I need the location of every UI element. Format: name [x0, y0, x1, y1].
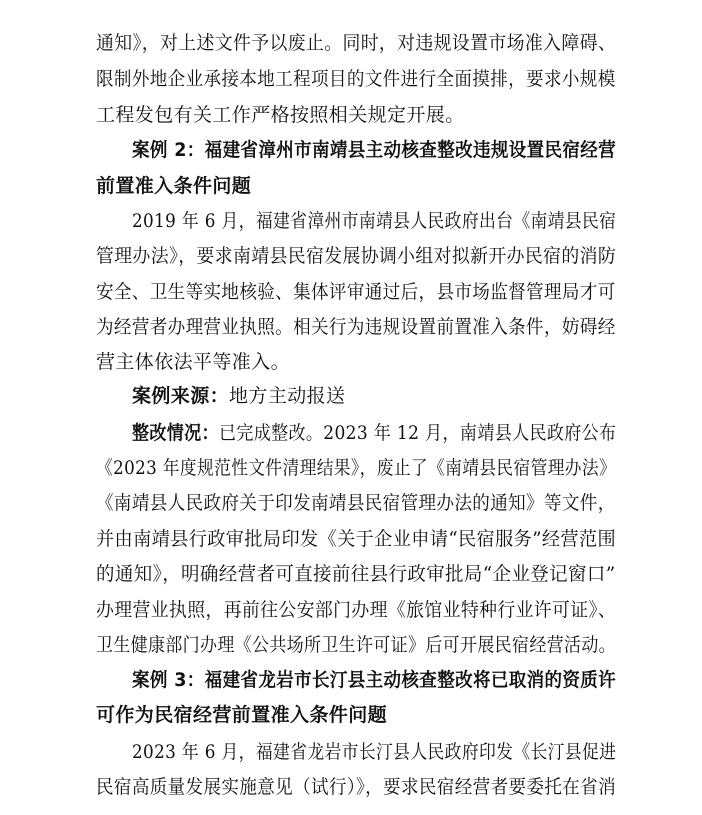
- paragraph-line: 卫生健康部门办理《公共场所卫生许可证》后可开展民宿经营活动。: [96, 634, 617, 656]
- paragraph-line: 2019 年 6 月，福建省漳州市南靖县人民政府出台《南靖县民宿: [132, 210, 617, 232]
- paragraph-line: 2023 年 6 月，福建省龙岩市长汀县人民政府印发《长汀县促进: [132, 741, 617, 763]
- paragraph-line: 《2023 年度规范性文件清理结果》，废止了《南靖县民宿管理办法》: [96, 457, 617, 479]
- case-3-heading: 案例 3：福建省龙岩市长汀县主动核查整改将已取消的资质许: [132, 669, 617, 691]
- paragraph-line: 办理营业执照，再前往公安部门办理《旅馆业特种行业许可证》、: [96, 599, 617, 621]
- rectification-status: 整改情况：已完成整改。2023 年 12 月，南靖县人民政府公布: [132, 422, 617, 444]
- paragraph-line: 为经营者办理营业执照。相关行为违规设置前置准入条件，妨碍经: [96, 316, 616, 338]
- paragraph-line: 《南靖县人民政府关于印发南靖县民宿管理办法的通知》等文件，: [96, 492, 616, 514]
- paragraph-line: 管理办法》，要求南靖县民宿发展协调小组对拟新开办民宿的消防: [96, 245, 617, 267]
- paragraph-line: 工程发包有关工作严格按照相关规定开展。: [96, 104, 465, 126]
- paragraph-line: 的通知》，明确经营者可直接前往县行政审批局“企业登记窗口”: [96, 563, 616, 585]
- paragraph-line: 安全、卫生等实地核验、集体评审通过后，县市场监督管理局才可: [96, 281, 616, 303]
- paragraph-line: 限制外地企业承接本地工程项目的文件进行全面摸排，要求小规模: [96, 68, 616, 90]
- paragraph-line: 营主体依法平等准入。: [96, 351, 291, 373]
- case-source: 案例来源：地方主动报送: [132, 385, 346, 407]
- case-3-heading-continued: 可作为民宿经营前置准入条件问题: [96, 704, 388, 726]
- paragraph-line: 并由南靖县行政审批局印发《关于企业申请“民宿服务”经营范围: [96, 528, 617, 550]
- paragraph-line: 民宿高质量发展实施意见（试行）》，要求民宿经营者要委托在省消: [96, 776, 617, 798]
- case-2-heading: 案例 2：福建省漳州市南靖县主动核查整改违规设置民宿经营: [132, 139, 617, 161]
- case-2-heading-continued: 前置准入条件问题: [96, 175, 252, 197]
- paragraph-line: 通知》，对上述文件予以废止。同时，对违规设置市场准入障碍、: [96, 32, 617, 54]
